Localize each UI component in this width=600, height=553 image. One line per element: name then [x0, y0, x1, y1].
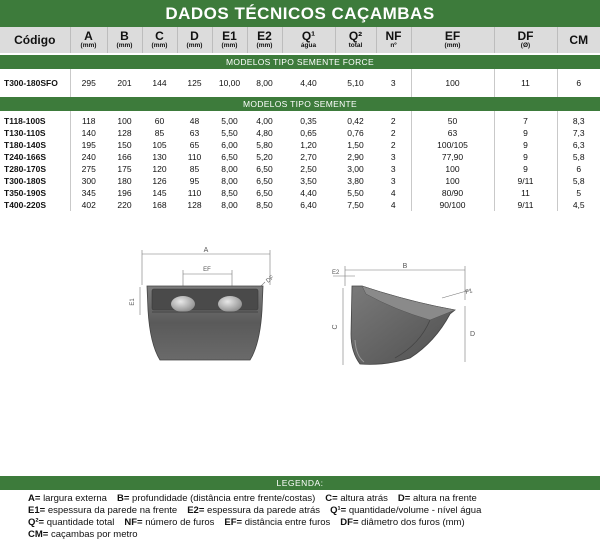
- table-cell: 9: [494, 140, 557, 152]
- table-cell: 7,3: [572, 128, 585, 139]
- table-cell: 3,00: [347, 164, 364, 174]
- legend-title: LEGENDA:: [0, 476, 600, 490]
- column-header-unit: (mm): [151, 41, 168, 49]
- table-cell: 9/11: [494, 199, 557, 211]
- table-row: [0, 187, 600, 199]
- legend-text: largura externa: [43, 493, 107, 504]
- legend-key: CM=: [28, 529, 49, 540]
- column-header: [0, 27, 70, 53]
- model-code: T180-140S: [0, 140, 70, 152]
- table-cell: 275: [81, 164, 96, 174]
- table-cell: 125: [187, 78, 202, 88]
- table-cell: 100/105: [411, 140, 494, 152]
- legend: [28, 493, 491, 541]
- model-code: T118-100S: [0, 111, 70, 128]
- table-cell: 180: [117, 175, 132, 186]
- table-cell: 8,00: [256, 78, 273, 88]
- table-cell: 201: [117, 78, 132, 88]
- table-cell: 144: [152, 78, 167, 88]
- legend-item: [224, 517, 330, 528]
- column-header-unit: água: [300, 41, 317, 49]
- column-header-label: Q¹: [301, 28, 316, 43]
- specs-table: [0, 27, 600, 211]
- table-cell: 11: [494, 187, 557, 199]
- table-cell: 7,50: [347, 199, 364, 210]
- model-code: T280-170S: [0, 164, 70, 176]
- table-cell: 6,40: [300, 199, 317, 210]
- table-cell: 100: [411, 164, 494, 176]
- column-header-label: E2: [257, 28, 272, 43]
- table-row: [0, 128, 600, 140]
- table-cell: 168: [152, 199, 167, 210]
- table-cell: 63: [189, 128, 200, 139]
- model-code: T240-166S: [0, 152, 70, 164]
- column-header-label: A: [84, 28, 93, 43]
- table-cell: 9: [494, 152, 557, 164]
- table-cell: 128: [117, 128, 132, 139]
- legend-text: altura na frente: [412, 493, 477, 504]
- table-cell: 150: [117, 140, 132, 151]
- legend-item: [340, 517, 464, 528]
- table-cell: 3: [376, 152, 411, 164]
- legend-key: NF=: [124, 517, 143, 528]
- table-cell: 0,35: [300, 116, 317, 127]
- table-cell: 60: [154, 116, 165, 127]
- table-cell: 130: [152, 152, 167, 163]
- table-cell: 100: [117, 116, 132, 127]
- legend-item: [187, 505, 320, 516]
- column-header: [177, 27, 212, 53]
- table-cell: 6,50: [256, 187, 273, 198]
- table-cell: 126: [152, 175, 167, 186]
- table-cell: 2: [376, 128, 411, 140]
- table-cell: 3,50: [300, 175, 317, 186]
- table-header-row: [0, 27, 600, 53]
- table-cell: 95: [189, 175, 200, 186]
- column-header: [376, 27, 411, 53]
- table-row: [0, 199, 600, 211]
- legend-row: [28, 517, 491, 529]
- column-header: [557, 27, 600, 53]
- column-header-label: B: [120, 28, 129, 43]
- column-header-label: Código: [14, 32, 56, 47]
- legend-key: B=: [116, 493, 130, 504]
- legend-text: altura atrás: [340, 493, 388, 504]
- dim-b-label: B: [402, 263, 408, 270]
- table-cell: 6,50: [256, 175, 273, 186]
- legend-key: C=: [325, 493, 338, 504]
- bucket-side-view: [332, 263, 475, 365]
- table-cell: 2,90: [347, 152, 364, 163]
- legend-item: [330, 505, 481, 516]
- table-cell: 48: [189, 116, 200, 127]
- force-rows: [0, 69, 600, 97]
- legend-row: [28, 529, 491, 541]
- table-cell: 195: [81, 140, 96, 151]
- column-header: [282, 27, 335, 53]
- table-cell: 4,40: [300, 78, 317, 88]
- table-cell: 77,90: [411, 152, 494, 164]
- table-row: [0, 69, 600, 97]
- legend-item: [117, 493, 315, 504]
- bucket-front-view: [130, 247, 276, 360]
- table-cell: 10,00: [218, 78, 241, 88]
- table-cell: 9: [494, 164, 557, 176]
- table-cell: 8,00: [221, 175, 238, 186]
- column-header-unit: (mm): [80, 41, 97, 49]
- semente-rows: [0, 111, 600, 211]
- column-header: [70, 27, 107, 53]
- hole-icon: [218, 296, 242, 312]
- table-cell: 1,20: [300, 140, 317, 151]
- dim-e2-label: E2: [332, 270, 340, 276]
- table-cell: 1,50: [347, 140, 364, 151]
- table-cell: 145: [152, 187, 167, 198]
- table-cell: 9: [494, 128, 557, 140]
- legend-text: distância entre furos: [244, 517, 331, 528]
- table-cell: 2: [376, 140, 411, 152]
- table-cell: 120: [152, 164, 167, 174]
- table-cell: 11: [494, 69, 557, 97]
- table-cell: 240: [81, 152, 96, 163]
- legend-key: E2=: [187, 505, 205, 516]
- table-cell: 5,20: [256, 152, 273, 163]
- column-header: [494, 27, 557, 53]
- legend-key: A=: [28, 493, 41, 504]
- table-cell: 100: [411, 175, 494, 187]
- table-cell: 2,50: [300, 164, 317, 174]
- column-header-unit: (mm): [221, 41, 238, 49]
- table-cell: 5,50: [347, 187, 364, 198]
- table-cell: 90/100: [411, 199, 494, 211]
- table-cell: 175: [117, 164, 132, 174]
- column-header-label: C: [155, 28, 164, 43]
- table-cell: 9/11: [494, 175, 557, 187]
- table-cell: 300: [81, 175, 96, 186]
- table-cell: 5: [576, 187, 582, 198]
- table-cell: 8,00: [221, 164, 238, 174]
- dim-e1-label: E1: [130, 298, 136, 306]
- model-code: T300-180SFO: [0, 69, 70, 97]
- legend-text: diâmetro dos furos (mm): [361, 517, 465, 528]
- section-semente-label: MODELOS TIPO SEMENTE: [0, 97, 600, 111]
- table-cell: 402: [81, 199, 96, 210]
- table-cell: 2: [376, 111, 411, 128]
- column-header-unit: total: [348, 41, 363, 49]
- table-cell: 8,3: [572, 116, 585, 127]
- table-row: [0, 175, 600, 187]
- table-row: [0, 111, 600, 128]
- table-cell: 5,00: [221, 116, 238, 127]
- legend-key: Q²=: [28, 517, 45, 528]
- column-header: [411, 27, 494, 53]
- model-code: T300-180S: [0, 175, 70, 187]
- legend-key: EF=: [224, 517, 243, 528]
- legend-item: [28, 505, 177, 516]
- legend-key: E1=: [28, 505, 46, 516]
- section-force-header: [0, 55, 600, 69]
- dim-c-label: C: [332, 324, 339, 330]
- column-header: [142, 27, 177, 53]
- table-cell: 85: [154, 128, 165, 139]
- table-cell: 6: [576, 78, 582, 88]
- column-header: [247, 27, 282, 53]
- table-cell: 8,50: [256, 199, 273, 210]
- section-force-label: MODELOS TIPO SEMENTE FORCE: [0, 55, 600, 69]
- page-title: DADOS TÉCNICOS CAÇAMBAS: [0, 0, 600, 27]
- table-row: [0, 152, 600, 164]
- legend-key: DF=: [340, 517, 359, 528]
- table-cell: 4,5: [572, 199, 585, 210]
- table-cell: 63: [411, 128, 494, 140]
- legend-key: Q¹=: [330, 505, 347, 516]
- model-code: T350-190S: [0, 187, 70, 199]
- table-cell: 196: [117, 187, 132, 198]
- legend-item: [325, 493, 388, 504]
- table-cell: 166: [117, 152, 132, 163]
- table-cell: 140: [81, 128, 96, 139]
- table-cell: 5,50: [221, 128, 238, 139]
- legend-text: profundidade (distância entre frente/costas): [132, 493, 316, 504]
- table-cell: 4,40: [300, 187, 317, 198]
- legend-item: [28, 529, 138, 540]
- legend-text: espessura da parede atrás: [207, 505, 321, 516]
- table-cell: 3,80: [347, 175, 364, 186]
- column-header: [212, 27, 247, 53]
- table-cell: 100: [411, 69, 494, 97]
- model-code: T400-220S: [0, 199, 70, 211]
- column-header-unit: (mm): [186, 41, 203, 49]
- table-cell: 6,3: [572, 140, 585, 151]
- table-cell: 105: [152, 140, 167, 151]
- dim-ef-label: EF: [203, 267, 211, 273]
- legend-item: [28, 493, 107, 504]
- table-cell: 80/90: [411, 187, 494, 199]
- table-cell: 8,00: [221, 199, 238, 210]
- column-header-unit: (Ø): [520, 41, 531, 49]
- column-header-unit: nº: [390, 41, 397, 49]
- column-header-label: Q²: [348, 28, 363, 43]
- table-cell: 4: [376, 199, 411, 211]
- table-cell: 0,42: [347, 116, 364, 127]
- dim-a-label: A: [203, 247, 209, 254]
- legend-item: [124, 517, 214, 528]
- table-cell: 4,00: [256, 116, 273, 127]
- table-cell: 5,8: [572, 175, 585, 186]
- legend-text: quantidade/volume - nível água: [348, 505, 482, 516]
- model-code: T130-110S: [0, 128, 70, 140]
- table-cell: 118: [81, 116, 96, 127]
- table-cell: 3: [376, 69, 411, 97]
- dim-d-label: D: [470, 331, 476, 338]
- dim-df-label: DF: [265, 274, 276, 285]
- table-cell: 6: [576, 164, 582, 174]
- table-cell: 128: [187, 199, 202, 210]
- legend-text: espessura da parede na frente: [47, 505, 178, 516]
- column-header: [107, 27, 142, 53]
- table-cell: 5,80: [256, 140, 273, 151]
- column-header-label: CM: [569, 32, 589, 47]
- table-cell: 50: [411, 111, 494, 128]
- table-cell: 0,76: [347, 128, 364, 139]
- table-cell: 5,10: [347, 78, 364, 88]
- legend-text: número de furos: [145, 517, 215, 528]
- column-header-unit: (mm): [256, 41, 273, 49]
- table-cell: 3: [376, 175, 411, 187]
- legend-key: D=: [397, 493, 411, 504]
- table-cell: 8,50: [221, 187, 238, 198]
- table-cell: 65: [189, 140, 200, 151]
- dim-f1-label: F1: [464, 288, 474, 296]
- table-cell: 6,50: [221, 152, 238, 163]
- legend-row: [28, 493, 491, 505]
- column-header-label: E1: [222, 28, 237, 43]
- table-cell: 0,65: [300, 128, 317, 139]
- table-cell: 295: [81, 78, 96, 88]
- table-cell: 7: [494, 111, 557, 128]
- legend-text: quantidade total: [46, 517, 115, 528]
- legend-text: caçambas por metro: [50, 529, 138, 540]
- table-cell: 220: [117, 199, 132, 210]
- column-header-label: EF: [444, 28, 461, 43]
- table-row: [0, 140, 600, 152]
- legend-item: [28, 517, 114, 528]
- table-cell: 6,50: [256, 164, 273, 174]
- table-cell: 6,00: [221, 140, 238, 151]
- column-header-label: NF: [385, 28, 402, 43]
- table-cell: 2,70: [300, 152, 317, 163]
- section-semente-header: [0, 97, 600, 111]
- table-cell: 4: [376, 187, 411, 199]
- column-header-unit: (mm): [444, 41, 461, 49]
- table-cell: 3: [376, 164, 411, 176]
- table-cell: 5,8: [572, 152, 585, 163]
- column-header-label: D: [190, 28, 199, 43]
- column-header: [335, 27, 376, 53]
- table-cell: 345: [81, 187, 96, 198]
- table-row: [0, 164, 600, 176]
- table-cell: 110: [187, 152, 202, 163]
- column-header-label: DF: [517, 28, 534, 43]
- table-cell: 85: [189, 164, 200, 174]
- table-cell: 110: [187, 187, 202, 198]
- bucket-drawings: [0, 240, 600, 390]
- table-cell: 4,80: [256, 128, 273, 139]
- legend-row: [28, 505, 491, 517]
- legend-item: [398, 493, 477, 504]
- hole-icon: [171, 296, 195, 312]
- column-header-unit: (mm): [116, 41, 133, 49]
